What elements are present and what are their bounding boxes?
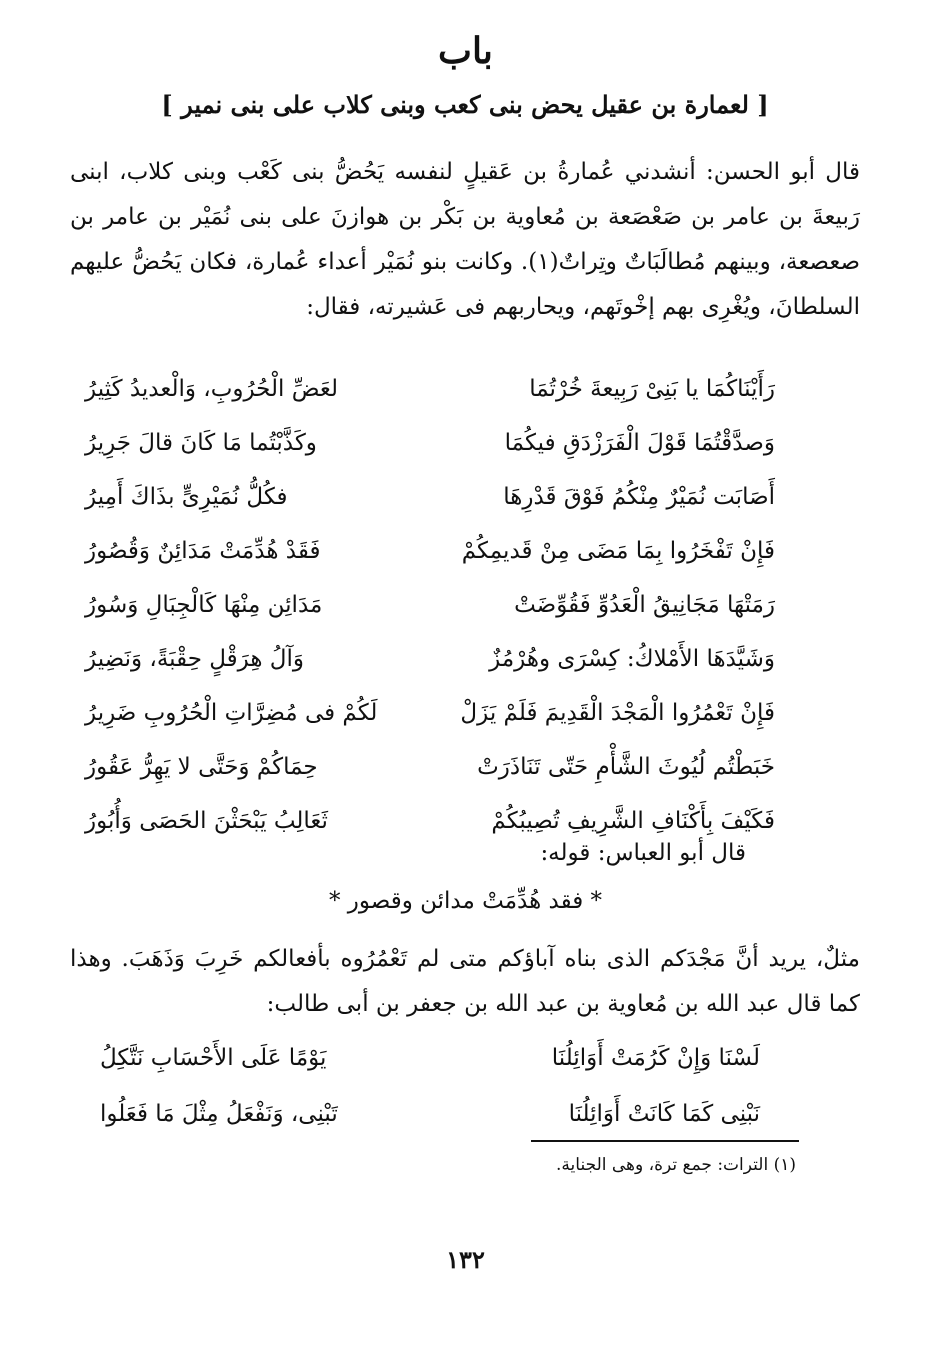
- poem-1: [85, 362, 775, 848]
- verse-second-hemistich: لَكُمْ فى مُضِرَّاتِ الْحُرُوبِ ضَرِيرُ: [85, 700, 378, 726]
- verse-row: [100, 1086, 760, 1142]
- chapter-subtitle: [ لعمارة بن عقيل يحض بنى كعب وبنى كلاب على بنى نمير ]: [161, 90, 769, 119]
- verse-row: [100, 1030, 760, 1086]
- verse-first-hemistich: خَبَطْتُم لُيُوثَ الشَّأْمِ حَتّى تَنَاذَرَتْ: [477, 754, 775, 780]
- poem-2: [100, 1030, 760, 1142]
- verse-first-hemistich: فَإِنْ تَعْمُرُوا الْمَجْدَ الْقَدِيمَ فَلَمْ يَزَلْ: [460, 700, 775, 726]
- verse-first-hemistich: نَبْنِى كَمَا كَانَتْ أَوَائِلُنَا: [568, 1101, 760, 1127]
- footnote: (١) الترات: جمع ترة، وهى الجناية.: [556, 1155, 796, 1175]
- verse-row: [85, 416, 775, 470]
- verse-first-hemistich: فَإِنْ تَفْخَرُوا بِمَا مَضَى مِنْ قَديمِكُمْ: [461, 538, 775, 564]
- verse-row: [85, 740, 775, 794]
- intro-paragraph: قال أبو الحسن: أنشدني عُمارةُ بن عَقيلٍ لنفسه يَحُضُّ بنى كَعْب وبنى كلاب، ابنى رَبيعةَ بن عامر بن صَعْصَعة بن مُعاوية بن بَكْر بن هوازنَ على بنى نُمَيْر بن عامر بن صعصعة، وبينهم مُطالَبَاتٌ وتِراتٌ(١). وكانت بنو نُمَيْر أعداء عُمارة، فكان يَحُضُّ عليهم السلطانَ، ويُغْرِى بهم إخْوتَهم، ويحاربهم فى عَشيرته، فقال:: [70, 159, 861, 320]
- verse-row: [85, 470, 775, 524]
- page-number: ١٣٢: [446, 1245, 485, 1274]
- verse-first-hemistich: وَشَيَّدَهَا الأَمْلاكُ: كِسْرَى وهُرْمُزٌ: [489, 646, 775, 672]
- verse-second-hemistich: تَبْنِى، وَنَفْعَلُ مِثْلَ مَا فَعَلُوا: [100, 1101, 338, 1127]
- verse-first-hemistich: أَصَابَت نُمَيْرٌ مِنْكُمُ فَوْقَ قَدْرِهَا: [503, 484, 775, 510]
- verse-first-hemistich: وَصدَّقْتُمَا قَوْلَ الْفَرَزْدَقِ فيكُمَا: [504, 430, 775, 456]
- footnote-divider: [531, 1140, 799, 1142]
- verse-first-hemistich: لَسْنَا وَإِنْ كَرُمَتْ أَوَائِلُنَا: [551, 1045, 760, 1071]
- commentary-intro: قال أبو العباس: قوله:: [540, 840, 746, 866]
- chapter-title: باب: [438, 30, 493, 72]
- verse-row: [85, 632, 775, 686]
- verse-second-hemistich: وكَذَّبْتُما مَا كَانَ قالَ جَرِيرُ: [85, 430, 317, 456]
- verse-row: [85, 524, 775, 578]
- commentary-paragraph: مثلٌ، يريد أنَّ مَجْدَكم الذى بناه آباؤكم متى لم تَعْمُرُوه بأفعالكم خَرِبَ وَذَهَبَ. وهذا كما قال عبد الله بن مُعاوية بن عبد الله بن جعفر بن أبى طالب:: [70, 946, 860, 1017]
- verse-second-hemistich: فَقَدْ هُدِّمَتْ مَدَائِنٌ وَقُصُورُ: [85, 538, 321, 564]
- verse-row: [85, 578, 775, 632]
- verse-second-hemistich: يَوْمًا عَلَى الأَحْسَابِ نَتَّكِلُ: [100, 1045, 327, 1071]
- verse-second-hemistich: وَآلُ هِرَقْلٍ حِقْبَةً، وَنَضِيرُ: [85, 646, 305, 672]
- verse-first-hemistich: رَمَتْهَا مَجَانِيقُ الْعَدُوِّ فَقُوِّضَتْ: [514, 592, 775, 618]
- verse-row: [85, 686, 775, 740]
- verse-second-hemistich: فكُلُّ نُمَيْرِىٍّ بذَاكَ أَمِيرُ: [85, 484, 288, 510]
- verse-first-hemistich: رَأَيْنَاكُمَا يا بَنِىْ رَبِيعةَ خُرْتُمَا: [529, 376, 775, 402]
- verse-second-hemistich: حِمَاكُمْ وَحَتَّى لا يَهِرُّ عَقُورُ: [85, 754, 318, 780]
- verse-first-hemistich: فَكَيْفَ بِأَكْنَافِ الشَّرِيفِ تُصِيبُكُمْ: [491, 808, 775, 834]
- verse-row: [85, 362, 775, 416]
- verse-second-hemistich: ثَعَالِبُ يَبْحَثْنَ الحَصَى وَأُبُورُ: [85, 808, 328, 834]
- verse-second-hemistich: مَدَائِن مِنْهَا كَالْجِبَالِ وَسُورُ: [85, 592, 323, 618]
- quoted-hemistich: * فقد هُدِّمَتْ مدائن وقصور *: [328, 888, 603, 914]
- verse-second-hemistich: لعَضِّ الْحُرُوبِ، وَالْعديدُ كَثِيرُ: [85, 376, 338, 402]
